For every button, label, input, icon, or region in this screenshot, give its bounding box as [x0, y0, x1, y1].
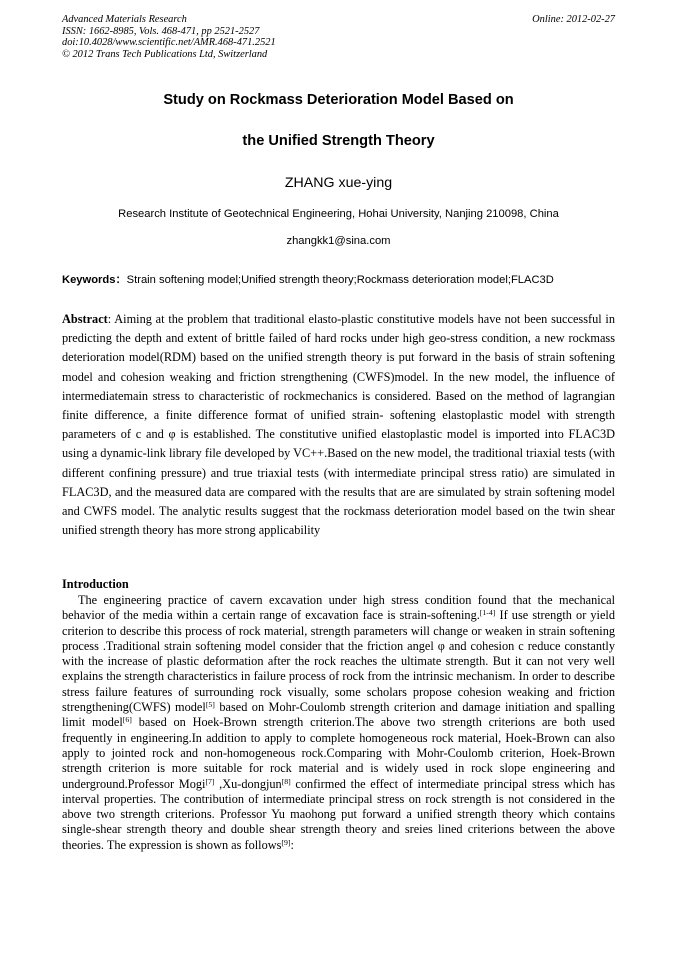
online-date: Online: 2012-02-27	[532, 14, 615, 25]
abstract-label: Abstract	[62, 312, 108, 326]
paper-title-line-2: the Unified Strength Theory	[242, 133, 435, 149]
author-email: zhangkk1@sina.com	[286, 235, 391, 247]
intro-text: ,Xu-dongjun	[214, 776, 282, 791]
author-name: ZHANG xue-ying	[284, 175, 393, 191]
journal-issn: ISSN: 1662-8985, Vols. 468-471, pp 2521-2527	[62, 25, 260, 37]
journal-doi: doi:10.4028/www.scientific.net/AMR.468-471.2521	[62, 37, 276, 49]
journal-header	[62, 14, 615, 60]
intro-text: based on Hoek-Brown strength criterion.The above two strength criterions are both used frequently in engineering.In addition to apply to complete homogeneous rock material, Hoek-Brown can also apply to jointed rock and non-homogeneous rock.Comparing with Mohr-Coulomb criterion, Hoek-Brown strength criterion is more suitable for rock material and is widely used in rock slope engineering and underground.Professor Mogi	[62, 715, 616, 791]
citation: [1-4]	[479, 608, 496, 618]
journal-copyright: © 2012 Trans Tech Publications Ltd, Switzerland	[62, 48, 268, 60]
introduction-paragraph	[62, 593, 615, 853]
keywords	[62, 271, 622, 287]
intro-text: The engineering practice of cavern excavation under high stress condition found that the mechanical behavior of the media within a certain range of excavation face is strain-softening.	[62, 593, 615, 623]
citation: [6]	[122, 715, 132, 725]
abstract-text: : Aiming at the problem that traditional elasto-plastic constitutive models have not been successful in predicting the depth and extent of brittle failed of hard rocks under high geo-stress condition, a new rockmass deterioration model(RDM) based on the unified strength theory is put forward in the basis of strain softening model and cohesion weaking and friction strengthening (CWFS)model. In the new model, the influence of intermediatemain stress to characteristic of rockmechanics is considered. Based on the method of lagrangian finite difference, a finite difference format of unified strain- softening elastoplastic model with strength parameters of c and φ is established. The constitutive unified elastoplastic model is imported into FLAC3D using a dynamic-link library file developed by VC++.Based on the new model, the traditional triaxial tests (with different confining pressure) and true triaxial tests (with intermediate principal stress ratio) are simulated in FLAC3D, and the measured data are compared with the results that are are simulated by strain softening model and CWFS model. The analytic results suggest that the rockmass deterioration model based on the twin shear unified strength theory has more strong applicability	[62, 312, 615, 538]
paper-title-line-1: Study on Rockmass Deterioration Model Based on	[163, 92, 514, 108]
citation: [9]	[281, 837, 291, 847]
abstract	[62, 310, 615, 540]
keywords-text: Strain softening model;Unified strength theory;Rockmass deterioration model;FLAC3D	[126, 274, 554, 286]
intro-text: :	[290, 837, 294, 852]
citation: [7]	[205, 776, 215, 786]
keywords-label: Keywords：	[62, 274, 127, 286]
introduction-heading: Introduction	[62, 577, 129, 591]
intro-text: based on Mohr-Coulomb strength criterion and damage initiation and spalling limit model	[62, 700, 615, 730]
author-affiliation: Research Institute of Geotechnical Engineering, Hohai University, Nanjing 210098, China	[118, 208, 559, 220]
intro-text: confirmed the effect of intermediate principal stress which has interval properties. The contribution of intermediate principal stress on rock strength is not considered in the above two strength criterions. Professor Yu maohong put forward a unified strength theory which contains single-shear strength theory and double shear strength theory and sreies lined criterions between the above theories. The expression is shown as follows	[62, 776, 616, 852]
intro-text: If use strength or yield criterion to describe this process of rock material, strength parameters will change or weaken in strain softening process .Traditional strain softening model consider that the friction angel φ and cohesion c reduce constantly with the increase of plastic deformation after the rock reaches the ultimate strength. But it can not very well explains the strength characteristics in failure process of rock from the intrinsic mechanism. In order to describe stress failure features of surrounding rock visually, some scholars propose cohesion weaking and friction strengthening(CWFS) model	[62, 608, 615, 715]
citation: [8]	[281, 776, 291, 786]
journal-name: Advanced Materials Research	[62, 14, 187, 25]
citation: [5]	[205, 700, 215, 710]
